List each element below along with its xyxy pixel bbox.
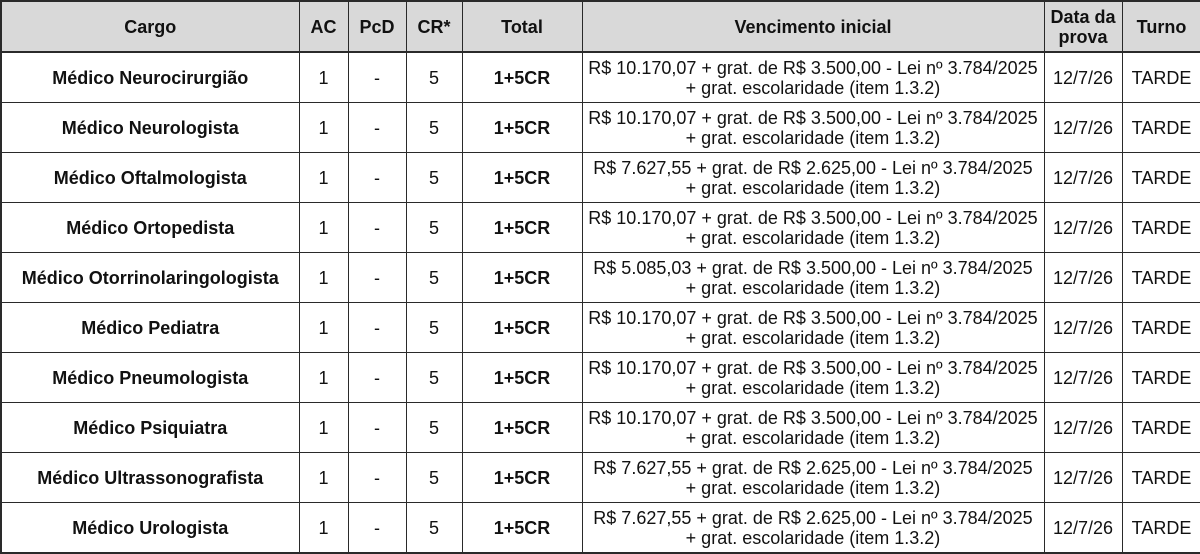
cell-data-prova: 12/7/26	[1044, 253, 1122, 303]
vencimento-line2: + grat. escolaridade (item 1.3.2)	[685, 77, 941, 98]
cell-cargo: Médico Oftalmologista	[1, 153, 299, 203]
header-total: Total	[462, 1, 582, 52]
table-row	[1, 503, 1200, 554]
header-data-line2: prova	[1058, 26, 1108, 47]
cell-data-prova: 12/7/26	[1044, 503, 1122, 554]
table-row	[1, 303, 1200, 353]
cell-data-prova: 12/7/26	[1044, 353, 1122, 403]
cell-pcd: -	[348, 353, 406, 403]
cell-ac: 1	[299, 52, 348, 103]
cell-ac: 1	[299, 203, 348, 253]
cell-cargo: Médico Ortopedista	[1, 203, 299, 253]
cell-total: 1+5CR	[462, 353, 582, 403]
cell-turno: TARDE	[1122, 353, 1200, 403]
cell-turno: TARDE	[1122, 153, 1200, 203]
cell-cr: 5	[406, 253, 462, 303]
cell-total: 1+5CR	[462, 453, 582, 503]
cell-turno: TARDE	[1122, 103, 1200, 153]
vencimento-line1: R$ 7.627,55 + grat. de R$ 2.625,00 - Lei nº 3.784/2025	[593, 157, 1033, 178]
cell-cargo: Médico Neurologista	[1, 103, 299, 153]
cell-vencimento	[582, 353, 1044, 403]
cell-ac: 1	[299, 503, 348, 554]
cell-ac: 1	[299, 353, 348, 403]
vencimento-line1: R$ 10.170,07 + grat. de R$ 3.500,00 - Lei nº 3.784/2025	[588, 207, 1038, 228]
vencimento-line2: + grat. escolaridade (item 1.3.2)	[685, 227, 941, 248]
table-row	[1, 453, 1200, 503]
cell-pcd: -	[348, 253, 406, 303]
cell-vencimento	[582, 503, 1044, 554]
cell-turno: TARDE	[1122, 403, 1200, 453]
cell-ac: 1	[299, 303, 348, 353]
header-ac: AC	[299, 1, 348, 52]
cell-cr: 5	[406, 303, 462, 353]
cell-turno: TARDE	[1122, 453, 1200, 503]
cell-data-prova: 12/7/26	[1044, 403, 1122, 453]
cell-pcd: -	[348, 103, 406, 153]
cell-ac: 1	[299, 403, 348, 453]
cell-data-prova: 12/7/26	[1044, 203, 1122, 253]
cell-vencimento	[582, 253, 1044, 303]
vencimento-line1: R$ 10.170,07 + grat. de R$ 3.500,00 - Lei nº 3.784/2025	[588, 107, 1038, 128]
table-row	[1, 153, 1200, 203]
cell-pcd: -	[348, 153, 406, 203]
cell-data-prova: 12/7/26	[1044, 153, 1122, 203]
vencimento-line2: + grat. escolaridade (item 1.3.2)	[685, 177, 941, 198]
cell-data-prova: 12/7/26	[1044, 453, 1122, 503]
cell-cargo: Médico Pneumologista	[1, 353, 299, 403]
vencimento-line1: R$ 10.170,07 + grat. de R$ 3.500,00 - Lei nº 3.784/2025	[588, 57, 1038, 78]
cell-data-prova: 12/7/26	[1044, 303, 1122, 353]
cell-vencimento	[582, 103, 1044, 153]
cell-turno: TARDE	[1122, 503, 1200, 554]
table-row	[1, 253, 1200, 303]
cell-ac: 1	[299, 253, 348, 303]
cell-cr: 5	[406, 403, 462, 453]
cell-pcd: -	[348, 453, 406, 503]
header-data-line1: Data da	[1050, 6, 1116, 27]
cell-pcd: -	[348, 52, 406, 103]
header-vencimento: Vencimento inicial	[582, 1, 1044, 52]
table-row	[1, 103, 1200, 153]
header-data-prova	[1044, 1, 1122, 52]
cell-ac: 1	[299, 103, 348, 153]
vencimento-line1: R$ 10.170,07 + grat. de R$ 3.500,00 - Lei nº 3.784/2025	[588, 307, 1038, 328]
vencimento-line2: + grat. escolaridade (item 1.3.2)	[685, 427, 941, 448]
header-cargo: Cargo	[1, 1, 299, 52]
cell-total: 1+5CR	[462, 403, 582, 453]
table-row	[1, 203, 1200, 253]
cell-cargo: Médico Pediatra	[1, 303, 299, 353]
vencimento-line1: R$ 10.170,07 + grat. de R$ 3.500,00 - Lei nº 3.784/2025	[588, 407, 1038, 428]
cell-turno: TARDE	[1122, 203, 1200, 253]
table-row	[1, 52, 1200, 103]
cell-data-prova: 12/7/26	[1044, 52, 1122, 103]
vencimento-line1: R$ 5.085,03 + grat. de R$ 3.500,00 - Lei nº 3.784/2025	[593, 257, 1033, 278]
cell-total: 1+5CR	[462, 103, 582, 153]
cell-cargo: Médico Ultrassonografista	[1, 453, 299, 503]
vencimento-line2: + grat. escolaridade (item 1.3.2)	[685, 327, 941, 348]
cell-cr: 5	[406, 52, 462, 103]
cell-vencimento	[582, 153, 1044, 203]
cell-turno: TARDE	[1122, 253, 1200, 303]
header-pcd: PcD	[348, 1, 406, 52]
cell-vencimento	[582, 403, 1044, 453]
cell-total: 1+5CR	[462, 52, 582, 103]
cell-cargo: Médico Neurocirurgião	[1, 52, 299, 103]
cell-pcd: -	[348, 403, 406, 453]
cell-cr: 5	[406, 353, 462, 403]
cell-cr: 5	[406, 103, 462, 153]
table-row	[1, 403, 1200, 453]
cell-cr: 5	[406, 503, 462, 554]
cell-cr: 5	[406, 203, 462, 253]
header-cr: CR*	[406, 1, 462, 52]
cell-vencimento	[582, 52, 1044, 103]
table-row	[1, 353, 1200, 403]
table-header-row	[1, 1, 1200, 52]
cell-vencimento	[582, 453, 1044, 503]
cell-total: 1+5CR	[462, 503, 582, 554]
cell-cr: 5	[406, 153, 462, 203]
cell-turno: TARDE	[1122, 52, 1200, 103]
cell-pcd: -	[348, 203, 406, 253]
cell-cargo: Médico Urologista	[1, 503, 299, 554]
cell-total: 1+5CR	[462, 203, 582, 253]
cell-total: 1+5CR	[462, 153, 582, 203]
vencimento-line2: + grat. escolaridade (item 1.3.2)	[685, 477, 941, 498]
cell-ac: 1	[299, 153, 348, 203]
cell-ac: 1	[299, 453, 348, 503]
cell-vencimento	[582, 203, 1044, 253]
cell-cr: 5	[406, 453, 462, 503]
cell-vencimento	[582, 303, 1044, 353]
cell-turno: TARDE	[1122, 303, 1200, 353]
vencimento-line2: + grat. escolaridade (item 1.3.2)	[685, 127, 941, 148]
cell-cargo: Médico Psiquiatra	[1, 403, 299, 453]
cell-cargo: Médico Otorrinolaringologista	[1, 253, 299, 303]
vencimento-line2: + grat. escolaridade (item 1.3.2)	[685, 277, 941, 298]
cell-data-prova: 12/7/26	[1044, 103, 1122, 153]
vencimento-line2: + grat. escolaridade (item 1.3.2)	[685, 527, 941, 548]
cell-total: 1+5CR	[462, 253, 582, 303]
vencimento-line1: R$ 7.627,55 + grat. de R$ 2.625,00 - Lei nº 3.784/2025	[593, 457, 1033, 478]
cell-pcd: -	[348, 503, 406, 554]
vencimento-line1: R$ 10.170,07 + grat. de R$ 3.500,00 - Lei nº 3.784/2025	[588, 357, 1038, 378]
header-turno: Turno	[1122, 1, 1200, 52]
vencimento-line2: + grat. escolaridade (item 1.3.2)	[685, 377, 941, 398]
vencimento-line1: R$ 7.627,55 + grat. de R$ 2.625,00 - Lei nº 3.784/2025	[593, 507, 1033, 528]
cell-total: 1+5CR	[462, 303, 582, 353]
cell-pcd: -	[348, 303, 406, 353]
